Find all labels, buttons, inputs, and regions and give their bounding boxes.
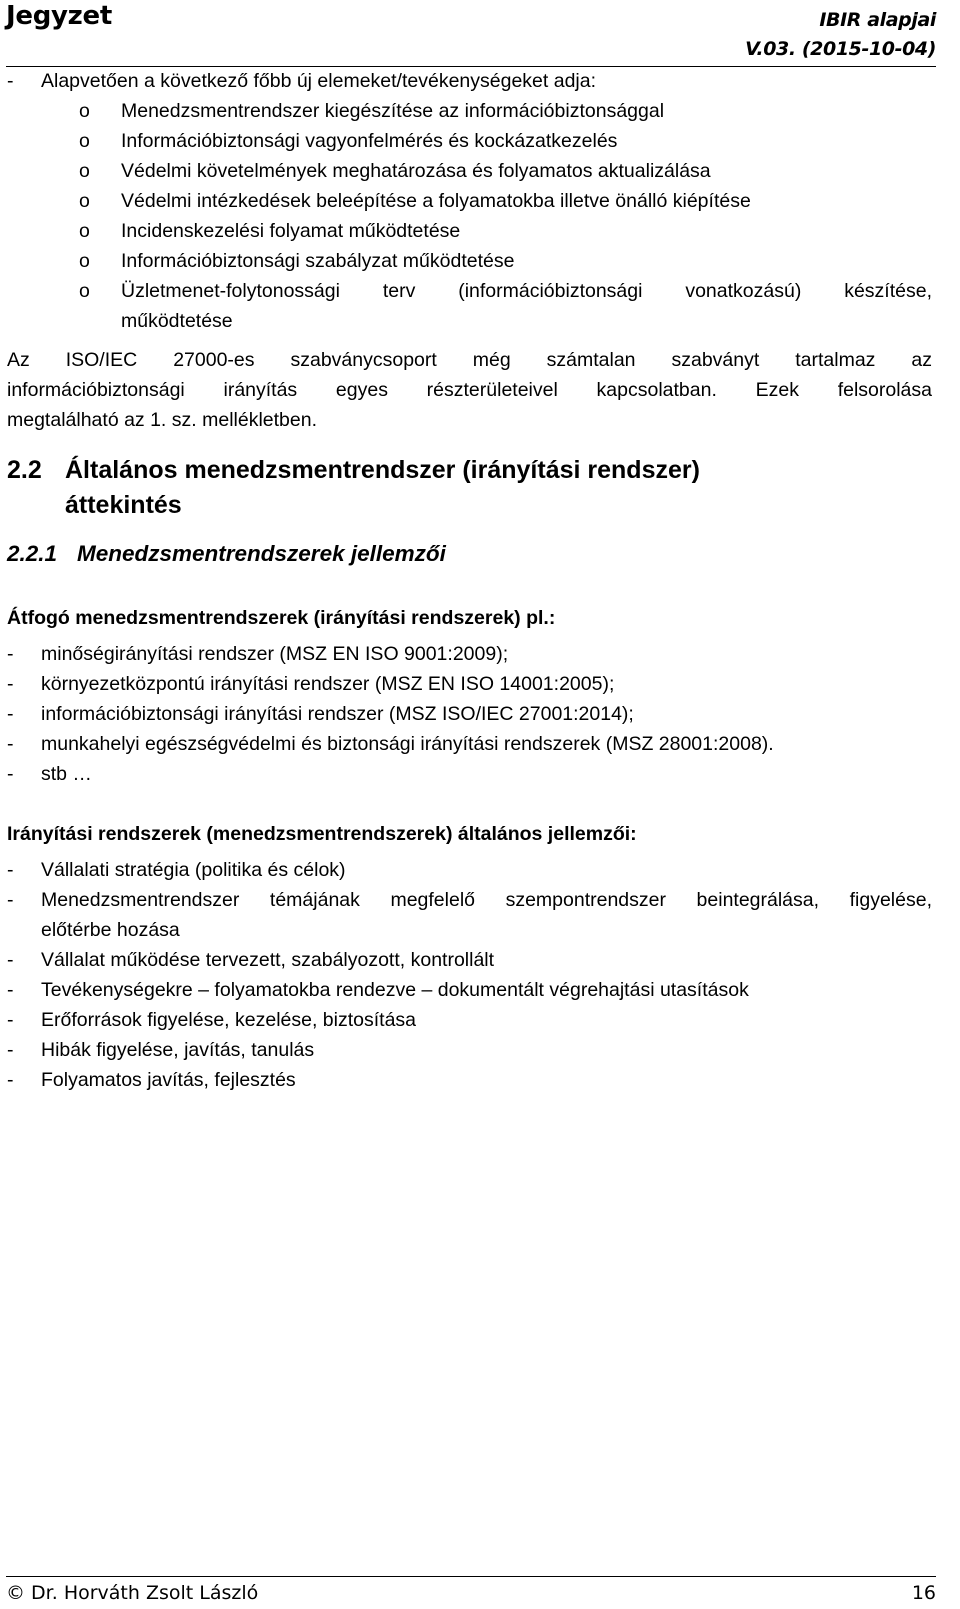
list-item: [7, 975, 932, 1005]
sublist-item-text: Információbiztonsági szabályzat működtetése: [121, 250, 515, 272]
list-heading: Irányítási rendszerek (menedzsmentrendszerek) általános jellemzői:: [7, 823, 637, 845]
circle-marker: o: [79, 190, 90, 212]
list-item-text: munkahelyi egészségvédelmi és biztonsági irányítási rendszerek (MSZ 28001:2008).: [41, 733, 774, 755]
list-item-line: előtérbe hozása: [41, 919, 180, 941]
section-heading: [7, 453, 932, 523]
list-item: [7, 885, 932, 945]
circle-marker: o: [79, 250, 90, 272]
dash-marker: -: [7, 1039, 14, 1061]
list-item-text: Erőforrások figyelése, kezelése, biztosítása: [41, 1009, 417, 1031]
list-item-line: Menedzsmentrendszer témájának megfelelő szempontrendszer beintegrálása, figyelése,: [41, 889, 932, 911]
dash-marker: -: [7, 763, 14, 785]
list-item: [7, 729, 932, 759]
sublist-item-text: Menedzsmentrendszer kiegészítése az információbiztonsággal: [121, 100, 665, 122]
sublist-item: [7, 96, 932, 126]
circle-marker: o: [79, 280, 90, 302]
dash-marker: -: [7, 70, 14, 92]
sublist-item: [7, 186, 932, 216]
characteristics-list: [7, 855, 932, 1095]
circle-marker: o: [79, 160, 90, 182]
system-list: [7, 639, 932, 789]
list-item: [7, 855, 932, 885]
list-item: [7, 669, 932, 699]
course-name: IBIR alapjai: [819, 9, 936, 31]
list-item: [7, 945, 932, 975]
sublist-item-text: Incidenskezelési folyamat működtetése: [121, 220, 461, 242]
dash-marker: -: [7, 859, 14, 881]
section-title-line: áttekintés: [65, 491, 182, 519]
body-paragraph: [7, 345, 932, 435]
list-item: [7, 759, 932, 789]
page-content: [7, 66, 932, 1095]
dash-marker: -: [7, 643, 14, 665]
dash-marker: -: [7, 1009, 14, 1031]
dash-marker: -: [7, 703, 14, 725]
list-heading: Átfogó menedzsmentrendszerek (irányítási rendszerek) pl.:: [7, 607, 556, 629]
sublist-item: [7, 126, 932, 156]
sublist-item: [7, 156, 932, 186]
dash-marker: -: [7, 949, 14, 971]
intro-lead-item: [7, 66, 932, 96]
list-item-text: Tevékenységekre – folyamatokba rendezve – dokumentált végrehajtási utasítások: [41, 979, 749, 1001]
dash-marker: -: [7, 1069, 14, 1091]
subsection-heading: [7, 539, 932, 569]
dash-marker: -: [7, 733, 14, 755]
subsection-number: 2.2.1: [7, 541, 58, 566]
footer-divider: [6, 1576, 936, 1577]
subsection-title: Menedzsmentrendszerek jellemzői: [77, 541, 446, 566]
page-number: 16: [911, 1582, 936, 1604]
sublist-item-text: Információbiztonsági vagyonfelmérés és kockázatkezelés: [121, 130, 618, 152]
list-item: [7, 1005, 932, 1035]
section-number: 2.2: [7, 456, 42, 484]
footer-author: © Dr. Horváth Zsolt László: [6, 1582, 259, 1604]
circle-marker: o: [79, 220, 90, 242]
sublist-item: [7, 216, 932, 246]
circle-marker: o: [79, 100, 90, 122]
sublist-item-text: Védelmi követelmények meghatározása és folyamatos aktualizálása: [121, 160, 711, 182]
list-item-text: [41, 885, 932, 945]
paragraph-line: Az ISO/IEC 27000-es szabványcsoport még számtalan szabványt tartalmaz az: [7, 349, 932, 371]
paragraph-line: megtalálható az 1. sz. mellékletben.: [7, 409, 318, 431]
list-item-text: stb …: [41, 763, 92, 785]
sublist-item-text: Védelmi intézkedések beleépítése a folyamatokba illetve önálló kiépítése: [121, 190, 751, 212]
version-label: V.03. (2015-10-04): [745, 38, 936, 60]
list-item: [7, 1065, 932, 1095]
list-item: [7, 1035, 932, 1065]
list-item-text: Vállalati stratégia (politika és célok): [41, 859, 346, 881]
dash-marker: -: [7, 979, 14, 1001]
list-item: [7, 639, 932, 669]
sublist-item-line: Üzletmenet-folytonossági terv (információbiztonsági vonatkozású) készítése,: [121, 280, 932, 302]
header-meta: [745, 6, 936, 64]
list-item-text: minőségirányítási rendszer (MSZ EN ISO 9001:2009);: [41, 643, 509, 665]
list-item-text: Folyamatos javítás, fejlesztés: [41, 1069, 296, 1091]
sublist-item: [7, 276, 932, 336]
intro-sublist: [7, 96, 932, 336]
intro-lead-text: Alapvetően a következő főbb új elemeket/tevékenységeket adja:: [41, 70, 597, 92]
list-item: [7, 699, 932, 729]
dash-marker: -: [7, 889, 14, 911]
sublist-item-line: működtetése: [121, 310, 233, 332]
section-title: [65, 453, 700, 523]
circle-marker: o: [79, 130, 90, 152]
sublist-item: [7, 246, 932, 276]
dash-marker: -: [7, 673, 14, 695]
paragraph-line: információbiztonsági irányítás egyes részterületeivel kapcsolatban. Ezek felsorolása: [7, 379, 932, 401]
document-title: Jegyzet: [6, 1, 112, 31]
list-item-text: környezetközpontú irányítási rendszer (MSZ EN ISO 14001:2005);: [41, 673, 615, 695]
list-item-text: Vállalat működése tervezett, szabályozott, kontrollált: [41, 949, 495, 971]
sublist-item-text: [121, 276, 932, 336]
section-title-line: Általános menedzsmentrendszer (irányítási rendszer): [65, 456, 700, 484]
list-item-text: Hibák figyelése, javítás, tanulás: [41, 1039, 315, 1061]
list-item-text: információbiztonsági irányítási rendszer (MSZ ISO/IEC 27001:2014);: [41, 703, 634, 725]
